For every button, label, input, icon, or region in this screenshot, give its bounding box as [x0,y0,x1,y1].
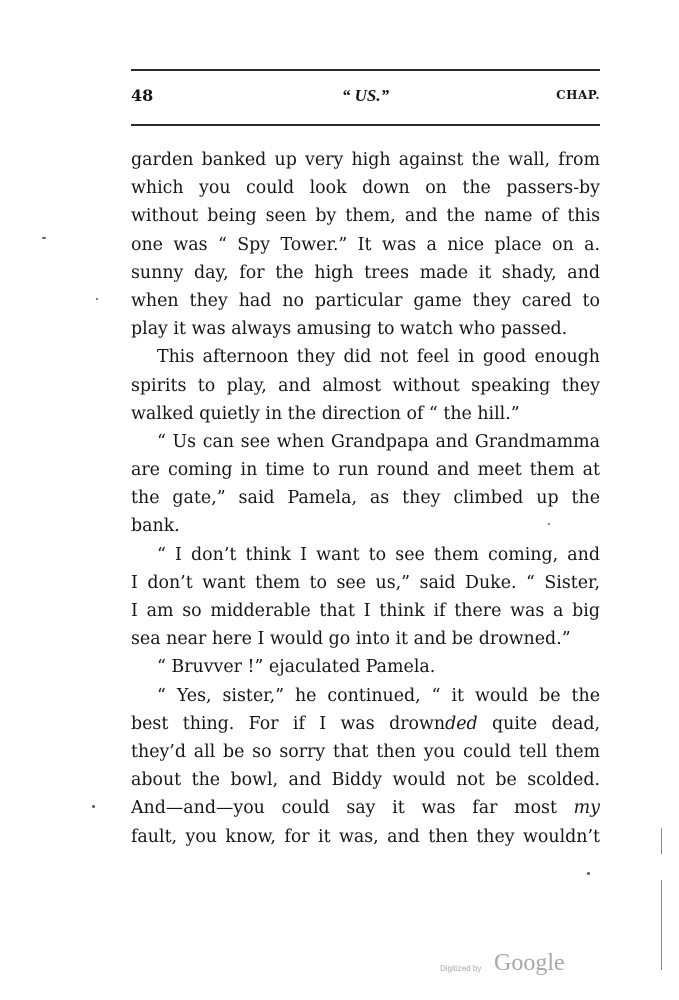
text-line: without being seen by them, and the name of this [131,206,600,227]
text-line: I don’t want them to see us,” said Duke. “ Sister, [131,572,600,593]
text-line [131,794,600,822]
header-bottom-rule [131,124,600,126]
digitized-by-label: Digitized by [440,964,482,973]
scan-speck [92,805,95,808]
page-header [131,86,600,110]
text-line: they’d all be so sorry that then you could tell them [131,741,600,762]
text-line: fault, you know, for it was, and then they wouldn’t [131,826,600,847]
text-line: “ Us can see when Grandpapa and Grandmamma [157,431,600,452]
italic-emphasis: ded [445,713,478,734]
text-segment: best thing. For if I was drown [131,713,446,734]
text-line: “ Yes, sister,” he continued, “ it would be the [157,685,600,706]
text-line: bank. [131,516,180,537]
scan-edge-mark [661,828,662,854]
scan-speck [96,298,98,300]
text-line: “ Bruvver !” ejaculated Pamela. [157,657,436,678]
text-line: sea near here I would go into it and be drowned.” [131,629,571,650]
text-line: “ I don’t think I want to see them coming, and [157,544,600,565]
scan-edge-mark [661,880,662,970]
text-line: garden banked up very high against the wall, from [131,150,600,170]
text-line: which you could look down on the passers-by [131,178,600,199]
text-line: about the bowl, and Biddy would not be scolded. [131,770,600,791]
scan-speck [548,523,550,525]
text-line: when they had no particular game they cared to [131,290,600,311]
running-title: “ US.” [341,86,390,105]
text-segment: quite dead, [477,713,600,734]
google-wordmark: Google [494,950,565,976]
text-line: are coming in time to run round and meet them at [131,460,600,481]
digitization-watermark [440,950,580,980]
text-line: sunny day, for the high trees made it shady, and [131,262,600,283]
text-line: the gate,” said Pamela, as they climbed up the [131,488,600,509]
text-line: spirits to play, and almost without speaking they [131,375,600,396]
italic-emphasis: my [573,798,600,819]
page-number: 48 [131,86,154,105]
chapter-label: CHAP. [556,88,600,102]
text-segment: And—and—you could say it was far most [131,798,574,819]
scan-speck [42,237,46,239]
text-line: play it was always amusing to watch who passed. [131,319,568,340]
text-line: This afternoon they did not feel in good enough [157,347,600,368]
text-line: I am so midderable that I think if there was a big [131,601,600,621]
scan-speck [587,872,590,875]
text-line: one was “ Spy Tower.” It was a nice place on a. [131,234,600,255]
page-body [131,146,600,851]
header-top-rule [131,69,600,71]
text-line: walked quietly in the direction of “ the hill.” [131,403,520,424]
text-line [131,710,600,738]
